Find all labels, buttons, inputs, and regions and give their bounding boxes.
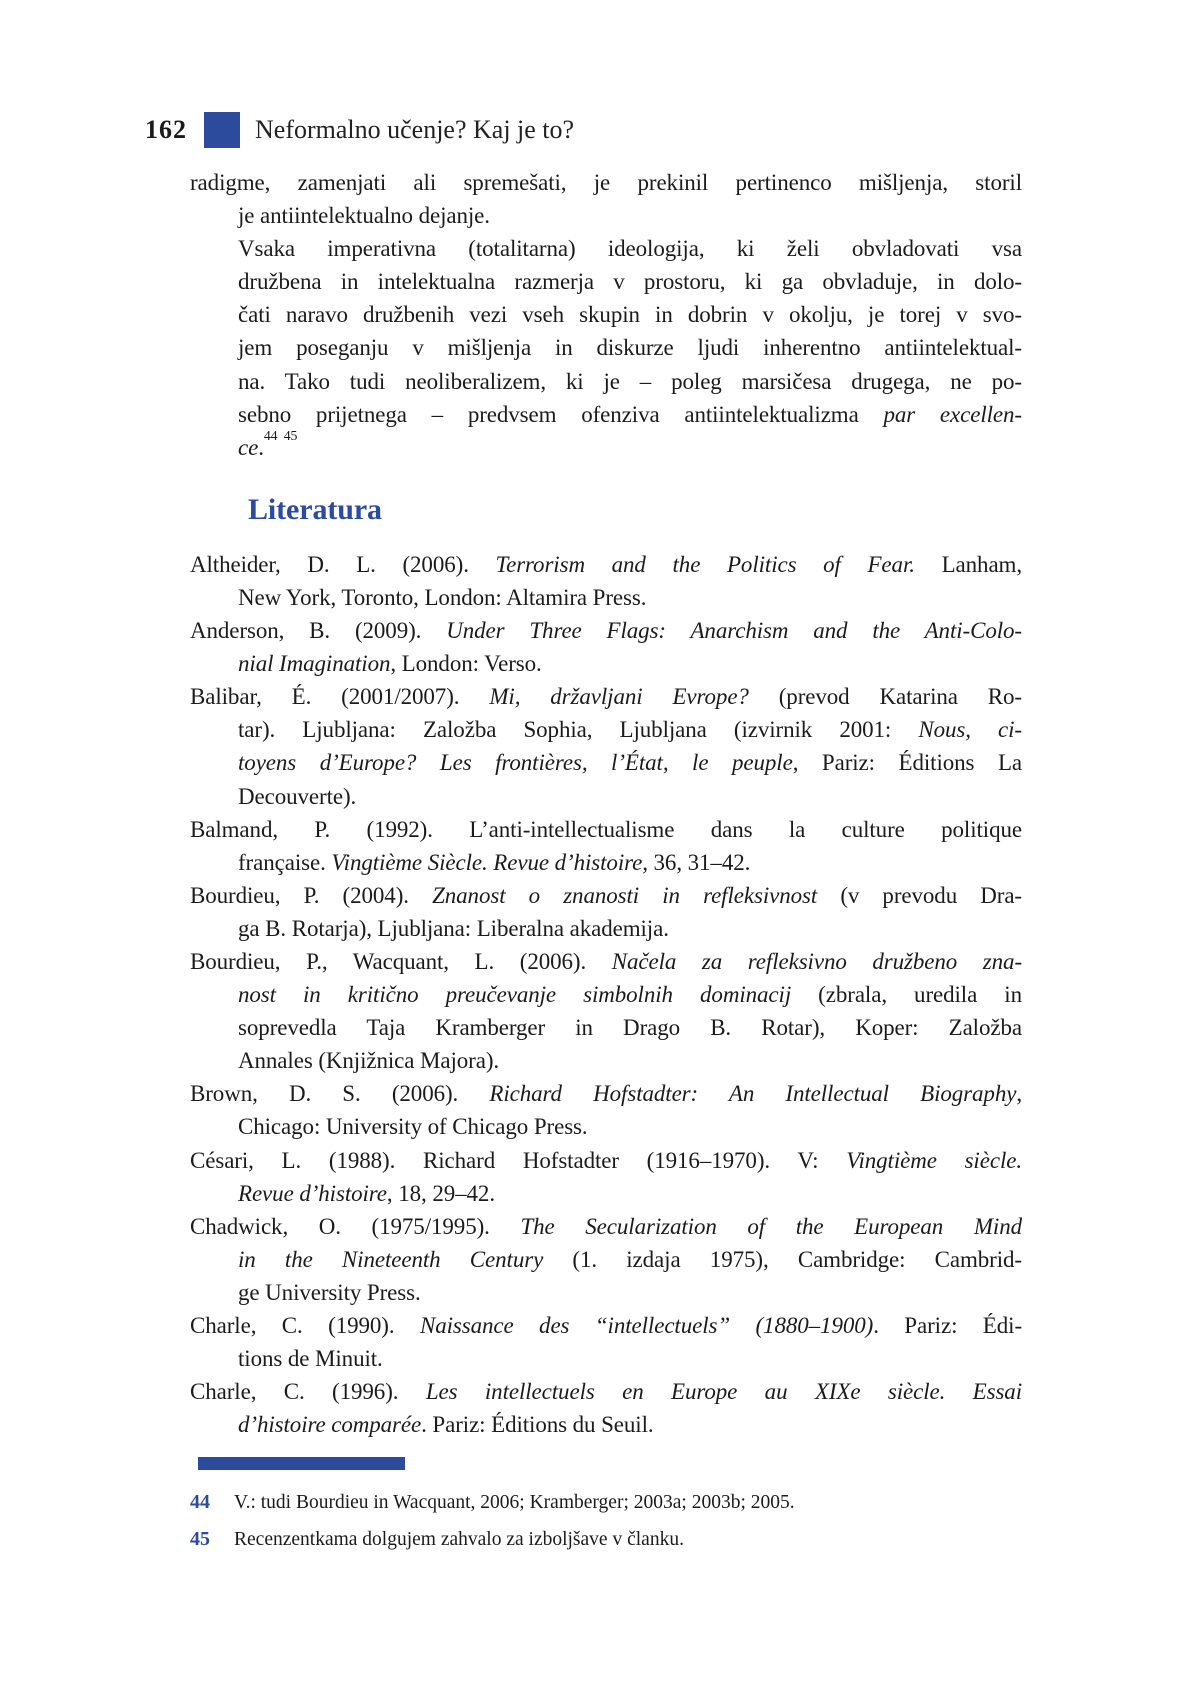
text-run: . Pariz: Édi- [873,1313,1022,1338]
paragraph [190,166,1022,232]
text-run: Bourdieu, P., Wacquant, L. (2006). [190,948,612,974]
italic-text: nost in kritično preučevanje simbolnih dominacij [238,982,792,1008]
italic-text: Revue d’histoire [238,1180,387,1206]
italic-text: Mi, državljani Evrope? [489,684,749,710]
text-run: française. [238,849,332,875]
page-number: 162 [145,115,187,144]
text-line [190,1177,1022,1210]
text-run: tions de Minuit. [238,1346,383,1372]
page-header [145,112,574,148]
text-line [190,1243,1022,1276]
text-run: New York, Toronto, London: Altamira Press. [238,584,647,610]
footnote-text: V.: tudi Bourdieu in Wacquant, 2006; Kramberger; 2003a; 2003b; 2005. [234,1492,795,1514]
text-run: radigme, zamenjati ali spremešati, je prekinil pertinenco mišljenja, storil [190,170,1022,195]
text-run: , 18, 29–42. [386,1180,495,1206]
text-run: (zbrala, uredila in [791,982,1022,1008]
text-run: na. Tako tudi neoliberalizem, ki je – poleg marsičesa drugega, ne po- [238,368,1022,394]
italic-text: Naissance des “intellectuels” (1880–1900) [419,1313,874,1338]
italic-text: The Secularization of the European Mind [520,1213,1022,1239]
text-line [190,1077,1022,1110]
text-line [190,199,1022,232]
text-run: Charle, C. (1990). [190,1313,420,1338]
italic-text: ce [238,434,259,460]
italic-text: nial Imagination [238,651,391,677]
reference-item [190,1210,1022,1309]
reference-item [190,879,1022,945]
text-run: Césari, L. (1988). Richard Hofstadter (1916–1970). V: [190,1147,847,1173]
reference-item [190,548,1022,614]
text-run: . [258,434,264,460]
text-run: Balibar, É. (2001/2007). [190,684,490,710]
text-line [190,1276,1022,1309]
text-run: ga B. Rotarja), Ljubljana: Liberalna akademija. [238,915,669,941]
text-run: , Pariz: Éditions La [792,750,1023,776]
reference-item [190,680,1022,812]
text-run: Chicago: University of Chicago Press. [238,1114,588,1140]
text-run: Charle, C. (1996). [190,1379,426,1405]
reference-item [190,1309,1022,1375]
text-run: Altheider, D. L. (2006). [190,551,496,577]
text-line [190,978,1022,1011]
paragraph [190,232,1022,464]
text-run: ge University Press. [238,1279,421,1305]
text-run: družbena in intelektualna razmerja v prostoru, ki ga obvladuje, in dolo- [238,269,1022,295]
text-line [190,331,1022,364]
text-line [190,1110,1022,1143]
reference-item [190,1144,1022,1210]
text-line [190,548,1022,581]
text-line [190,1044,1022,1077]
text-run: 36, 31–42. [647,849,751,875]
running-title: Neformalno učenje? Kaj je to? [255,115,575,144]
italic-text: Vingtième Siècle. Revue d’histoire, [331,849,648,875]
text-run: (prevod Katarina Ro- [748,684,1022,710]
text-line [190,1011,1022,1044]
text-line [190,780,1022,813]
italic-text: toyens d’Europe? Les frontières, l’État, le peuple [238,750,793,776]
text-line [190,1210,1022,1243]
literature-heading: Literatura [248,492,382,526]
footnote-ref: 44 [263,427,278,443]
reference-item [190,1375,1022,1441]
text-line [190,427,1022,464]
text-line [190,265,1022,298]
text-run: Lanham, [914,551,1022,577]
text-run: soprevedla Taja Kramberger in Drago B. Rotar), Koper: Založba [238,1015,1022,1041]
text-line [190,879,1022,912]
body-paragraphs [190,166,1022,464]
text-run: sebno prijetnega – predvsem ofenziva antiintelektualizma [238,401,884,427]
text-column [190,166,1022,1558]
text-run: , London: Verso. [390,651,542,677]
text-line [190,1375,1022,1408]
footnote-separator [198,1457,405,1470]
text-run: Balmand, P. (1992). L’anti-intellectualisme dans la culture politique [190,816,1022,842]
italic-text: par excellen- [883,401,1022,427]
text-run: Vsaka imperativna (totalitarna) ideologija, ki želi obvladovati vsa [238,236,1022,262]
text-line [190,1309,1022,1342]
text-line [190,365,1022,398]
italic-text: Znanost o znanosti in refleksivnost [432,882,818,908]
text-line [190,1144,1022,1177]
text-run: čati naravo družbenih vezi vseh skupin in dobrin v okolju, je torej v svo- [238,302,1022,328]
reference-item [190,614,1022,680]
italic-text: d’histoire comparée [238,1412,422,1438]
italic-text: Terrorism and the Politics of Fear. [495,551,915,577]
text-run: Chadwick, O. (1975/1995). [190,1213,521,1239]
italic-text: Vingtième siècle. [846,1147,1022,1173]
footnote-text: Recenzentkama dolgujem zahvalo za izboljšave v članku. [234,1529,684,1551]
text-run: jem poseganju v mišljenja in diskurze ljudi inherentno antiintelektual- [238,335,1022,361]
reference-item [190,1077,1022,1143]
text-line [190,713,1022,746]
reference-list [190,548,1022,1442]
text-line [190,1408,1022,1441]
text-line [190,680,1022,713]
footnote-item [190,1484,1022,1521]
text-line [190,398,1022,431]
italic-text: Načela za refleksivno družbeno zna- [611,948,1022,974]
text-line [190,813,1022,846]
text-run: Annales (Knjižnica Majora). [238,1048,500,1074]
text-line [190,614,1022,647]
text-line [190,746,1022,779]
footnote-list [190,1484,1022,1558]
text-run: Brown, D. S. (2006). [190,1081,490,1107]
text-line [190,232,1022,265]
chapter-marker-icon [204,112,240,148]
italic-text: in the Nineteenth Century [238,1246,544,1272]
footnote-item [190,1521,1022,1558]
text-run: . Pariz: Éditions du Seuil. [421,1412,654,1438]
text-line [190,581,1022,614]
footnote-number: 45 [190,1528,210,1551]
text-line [190,647,1022,680]
text-line [190,298,1022,331]
text-line [190,846,1022,879]
italic-text: Richard Hofstadter: An Intellectual Biography [489,1081,1017,1107]
text-run: (1. izdaja 1975), Cambridge: Cambrid- [543,1246,1022,1272]
footnote-number: 44 [190,1491,210,1514]
text-run: tar). Ljubljana: Založba Sophia, Ljubljana (izvirnik 2001: [238,717,919,743]
reference-item [190,945,1022,1077]
text-run: Bourdieu, P. (2004). [190,882,433,908]
italic-text: Les intellectuels en Europe au XIXe siècle. Essai [425,1379,1022,1405]
text-line [190,945,1022,978]
footnote-ref: 45 [283,427,298,443]
text-run: Anderson, B. (2009). [190,618,447,644]
text-run: (v prevodu Dra- [817,882,1022,908]
italic-text: Under Three Flags: Anarchism and the Anti-Colo- [446,618,1022,644]
text-run: je antiintelektualno dejanje. [238,203,490,229]
text-line [190,1342,1022,1375]
text-line [190,166,1022,199]
italic-text: Nous, ci- [918,717,1022,743]
reference-item [190,813,1022,879]
text-line [190,912,1022,945]
text-run: , [1016,1081,1022,1107]
text-run: Decouverte). [238,783,357,809]
